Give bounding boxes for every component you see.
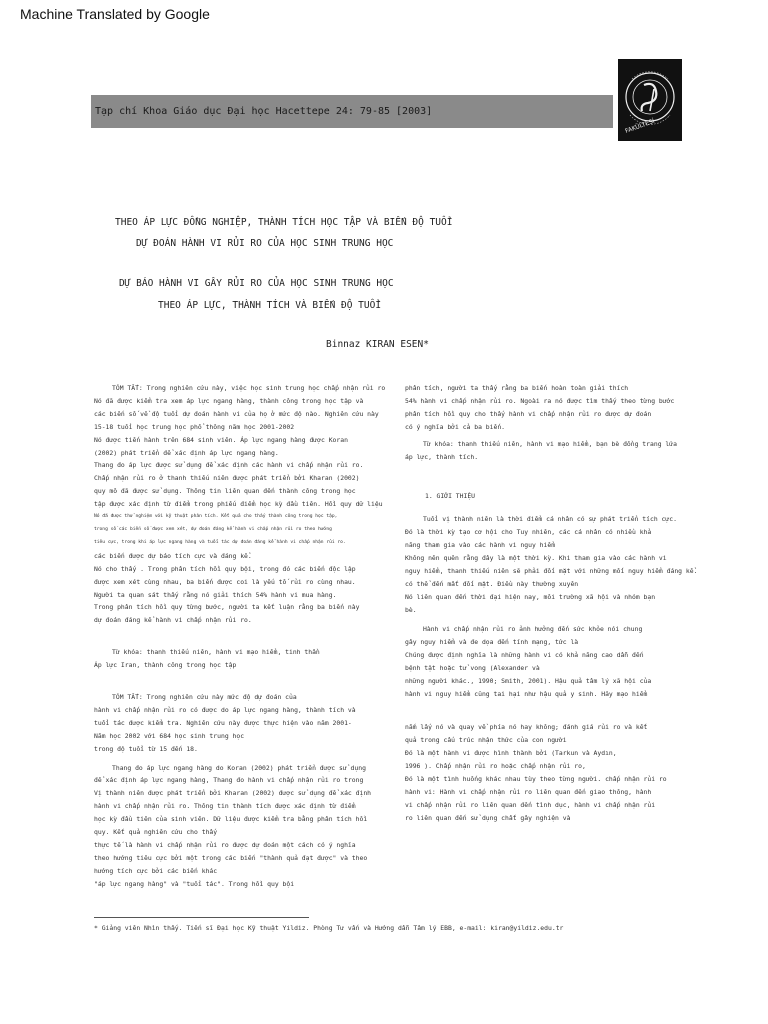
- text-line: Tuổi vị thành niên là thời điểm cá nhân có sự phát triển tích cực.: [423, 515, 677, 523]
- text-line: hành vi chấp nhận rủi ro. Thông tin thành tích được xác định từ điểm: [94, 802, 356, 811]
- text-line: vi chấp nhận rủi ro liên quan đến tình dục, hành vi chấp nhận rủi: [405, 801, 656, 809]
- keywords-line: Từ khóa: thanh thiếu niên, hành vi mạo hiểm, tinh thần: [112, 648, 320, 657]
- keywords-line: Áp lực Iran, thành công trong học tập: [94, 661, 237, 670]
- text-line: Chúng được định nghĩa là những hành vi có khả năng cao dẫn đến: [405, 651, 644, 659]
- text-line: Đó là một hành vi được hình thành bởi (Tarkun và Aydın,: [405, 749, 617, 757]
- text-line: Năm học 2002 với 684 học sinh trung học: [94, 731, 245, 740]
- text-line: (2002) phát triển để xác định áp lực ngang hàng.: [94, 448, 279, 457]
- text-line-small: trong số các biến số được xem xét, dự đoán đáng kể hành vi chấp nhận rủi ro theo hướng: [94, 526, 332, 532]
- text-line: học kỳ đầu tiên của sinh viên. Dữ liệu được kiểm tra bằng phân tích hồi: [94, 815, 368, 824]
- text-line-small: Nó đã được thử nghiệm với kỹ thuật phân tích. Kết quả cho thấy thành công trong học tập,: [94, 514, 338, 520]
- text-line: thực tế là hành vi chấp nhận rủi ro được dự đoán một cách có ý nghĩa: [94, 841, 356, 849]
- machine-translation-banner: Machine Translated by Google: [20, 6, 210, 22]
- text-line: bệnh tật hoặc tử vong (Alexander và: [405, 664, 540, 672]
- text-line: Không nên quên rằng đây là một thời kỳ. Khi tham gia vào các hành vi: [405, 554, 667, 562]
- title-vi-line-2: DỰ ĐOÁN HÀNH VI RỦI RO CỦA HỌC SINH TRUNG HỌC: [136, 238, 394, 249]
- text-line: gây nguy hiểm và đe dọa đến tính mạng, tức là: [405, 638, 579, 646]
- text-line: Vị thành niên được phát triển bởi Kharan (2002) được sử dụng để xác định: [94, 789, 372, 798]
- keywords-line: áp lực, thành tích.: [405, 453, 479, 461]
- text-line: Thang đo áp lực ngang hàng do Koran (2002) phát triển được sử dụng: [112, 763, 366, 772]
- text-line: Nó đã được kiểm tra xem áp lực ngang hàng, thành công trong học tập và: [94, 396, 364, 405]
- title-en-line-1: DỰ BÁO HÀNH VI GÂY RỦI RO CỦA HỌC SINH TRUNG HỌC: [119, 278, 394, 289]
- journal-header-bar: [91, 95, 613, 128]
- text-line: nguy hiểm, thanh thiếu niên sẽ phải đối mặt với những mối nguy hiểm đáng kể.: [405, 567, 698, 575]
- text-line: được xem xét cùng nhau, ba biến được coi là yếu tố rủi ro cùng nhau.: [94, 577, 356, 586]
- text-line: những người khác., 1990; Smith, 2001). Hậu quả tâm lý xã hội của: [405, 677, 652, 685]
- text-line: tuổi tác được kiểm tra. Nghiên cứu này được thực hiện vào năm 2001-: [94, 718, 352, 727]
- text-line: các biến được dự báo tích cực và đáng kể.: [94, 551, 252, 560]
- text-line: Thang đo áp lực được sử dụng để xác định các hành vi chấp nhận rủi ro.: [94, 461, 364, 470]
- text-line: Đó là thời kỳ tạo cơ hội cho Tuy nhiên, các cá nhân có nhiều khả: [405, 528, 652, 536]
- text-line: Trong phân tích hồi quy từng bước, người ta kết luận rằng ba biến này: [94, 603, 360, 612]
- footnote-divider: [94, 917, 309, 918]
- text-line: các biến số về độ tuổi dự đoán hành vi của họ ở mức độ nào. Nghiên cứu này: [94, 409, 379, 418]
- text-line: Người ta quan sát thấy rằng nó giải thích 54% hành vi mua hàng.: [94, 590, 337, 599]
- text-line: Nó cho thấy . Trong phân tích hồi quy bội, trong đó các biến độc lập: [94, 564, 356, 573]
- text-line: Hành vi chấp nhận rủi ro ảnh hưởng đến sức khỏe nói chung: [423, 625, 643, 633]
- text-line: quy. Kết quả nghiên cứu cho thấy: [94, 828, 218, 837]
- text-line: Nó được tiến hành trên 684 sinh viên. Áp lực ngang hàng được Koran: [94, 435, 348, 444]
- text-line: hành vi chấp nhận rủi ro có được do áp lực ngang hàng, thành tích và: [94, 705, 356, 714]
- text-line: Đó là một tình huống khác nhau tùy theo từng người. chấp nhận rủi ro: [405, 775, 667, 783]
- text-line: quy mô đã được sử dụng. Thông tin liên quan đến thành công trong học: [94, 487, 356, 496]
- text-line: Nó liên quan đến thời đại hiện nay, môi trường xã hội và nhóm bạn: [405, 593, 656, 601]
- text-line: tập được xác định từ điểm trong phiếu điểm học kỳ đầu tiên. Hồi quy dữ liệu: [94, 500, 383, 509]
- text-line: năng tham gia vào các hành vi nguy hiểm: [405, 541, 556, 549]
- keywords-line: Từ khóa: thanh thiếu niên, hành vi mạo hiểm, bạn bè đồng trang lứa: [423, 440, 677, 448]
- text-line: 54% hành vi chấp nhận rủi ro. Ngoài ra nó được tìm thấy theo từng bước: [405, 397, 675, 405]
- text-line: có thể đến mất đối mặt. Điều này thường xuyên: [405, 580, 579, 588]
- right-column: [405, 382, 705, 825]
- text-line: hành vi nguy hiểm cũng tai hại như hậu quả y sinh. Hãy mạo hiểm: [405, 690, 648, 698]
- title-en-line-2: THEO ÁP LỰC, THÀNH TÍCH VÀ BIẾN ĐỘ TUỔI: [158, 300, 382, 311]
- text-line: dự đoán đáng kể hành vi chấp nhận rủi ro.: [94, 616, 252, 625]
- text-line: để xác định áp lực ngang hàng, Thang đo hành vi chấp nhận rủi ro trong: [94, 776, 364, 785]
- text-line: trong độ tuổi từ 15 đến 18.: [94, 744, 198, 753]
- text-line: phân tích, người ta thấy rằng ba biến hoàn toàn giải thích: [405, 384, 629, 392]
- author-name: Binnaz KIRAN ESEN*: [326, 339, 429, 350]
- journal-citation: Tạp chí Khoa Giáo dục Đại học Hacettepe 24: 79-85 [2003]: [95, 106, 433, 117]
- text-line: nắm lấy nó và quay về phía nó hay không; đánh giá rủi ro và kết: [405, 723, 648, 731]
- text-line: có ý nghĩa bởi cả ba biến.: [405, 423, 506, 431]
- text-line: ro liên quan đến sử dụng chất gây nghiện và: [405, 814, 571, 822]
- author-footnote: * Giảng viên Nhìn thấy. Tiến sĩ Đại học Kỹ thuật Yildiz. Phòng Tư vấn và Hướng dẫn Tâm lý EBB, e-mail: kiran@yildiz.edu.tr: [94, 924, 564, 932]
- text-line: Chấp nhận rủi ro ở thanh thiếu niên được phát triển bởi Kharan (2002): [94, 474, 360, 483]
- text-line: hướng tích cực bởi các biến khác: [94, 866, 218, 875]
- text-line: bè.: [405, 606, 417, 614]
- text-line: quả trong cấu trúc nhận thức của con người: [405, 736, 567, 744]
- text-line: theo hướng tiêu cực bởi một trong các biến "thành quả đạt được" và theo: [94, 853, 368, 862]
- text-line: phân tích hồi quy cho thấy hành vi chấp nhận rủi ro được dự đoán: [405, 410, 652, 418]
- text-line: "áp lực ngang hàng" và "tuổi tác". Trong hồi quy bội: [94, 879, 295, 888]
- section-heading: 1. GIỚI THIỆU: [425, 492, 476, 500]
- text-line: TÓM TẮT: Trong nghiên cứu này mức độ dự đoán của: [112, 693, 297, 702]
- svg-text:FAKÜLTESİ: FAKÜLTESİ: [624, 117, 656, 135]
- text-line: 1996 ). Chấp nhận rủi ro hoặc chấp nhận rủi ro,: [405, 762, 586, 770]
- text-line: hành vi: Hành vi chấp nhận rủi ro liên quan đến giao thông, hành: [405, 788, 652, 796]
- abstract-left-column: [94, 382, 386, 891]
- university-seal-icon: [618, 59, 682, 141]
- text-line-small: tiêu cực, trong khi áp lực ngang hàng và tuổi tác dự đoán đáng kể hành vi chấp nhận rủi ro.: [94, 539, 346, 545]
- title-vi-line-1: THEO ÁP LỰC ĐỒNG NGHIỆP, THÀNH TÍCH HỌC TẬP VÀ BIẾN ĐỘ TUỔI: [115, 217, 453, 228]
- text-line: TÓM TẮT: Trong nghiên cứu này, việc học sinh trung học chấp nhận rủi ro: [112, 384, 386, 392]
- text-line: 15-18 tuổi học trung học phổ thông năm học 2001-2002: [94, 422, 295, 431]
